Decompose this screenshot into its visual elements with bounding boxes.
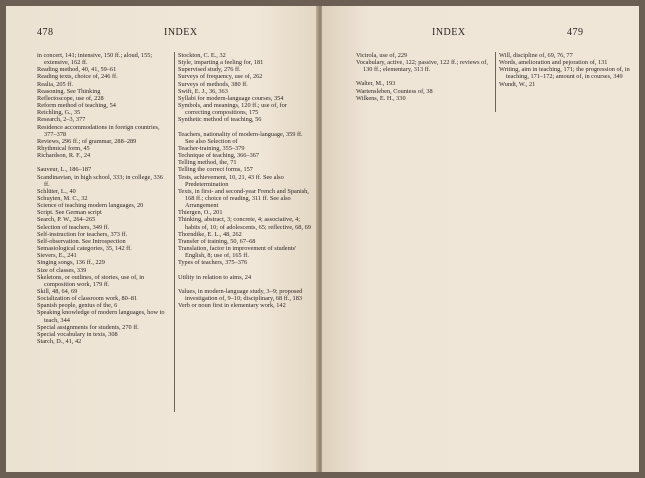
index-entry: Types of teachers, 375–376 [178, 259, 248, 267]
right-index-column-2 [499, 52, 631, 88]
left-column-rule [174, 52, 175, 412]
index-entry: Words, amelioration and pejoration of, 131 [499, 59, 608, 67]
index-entry: Will, discipline of, 69, 76, 77 [499, 52, 573, 59]
index-entry: Special assignments for students, 270 ff. [37, 323, 139, 331]
index-entry: Utility in relation to aims, 24 [178, 273, 252, 281]
index-entry: Telling the correct forms, 157 [178, 166, 253, 174]
index-entry: Values, in modern-language study, 3–9; proposed investigation of, 9–10; disciplinary, 68 ff., 183 [178, 287, 303, 302]
index-entry: Skeletons, or outlines, of stories, use of, in composition work, 179 ff. [37, 273, 145, 288]
index-entry: Reasoning. See Thinking [37, 87, 101, 95]
index-entry: Style, imparting a feeling for, 181 [178, 59, 264, 67]
index-gap [37, 159, 169, 166]
index-entry: Search, P. W., 264–265 [37, 216, 96, 224]
index-entry: Sievers, E., 241 [37, 252, 77, 260]
index-entry: Transfer of training, 50, 67–68 [178, 237, 256, 245]
index-entry: Singing songs, 136 ff., 229 [37, 259, 105, 267]
index-entry: Telling method, the, 71 [178, 159, 237, 167]
index-entry: Schlüter, L., 40 [37, 187, 76, 195]
index-entry: Richardson, R. F., 24 [37, 152, 91, 160]
index-entry: Translation, factor in improvement of students' English, 8; use of, 165 ff. [178, 245, 297, 260]
index-entry: Victrola, use of, 229 [356, 52, 408, 59]
index-entry: Wilkens, E. H., 330 [356, 94, 406, 102]
index-entry: Walter, M., 193 [356, 80, 396, 88]
index-entry: Teachers, nationality of modern-language, 359 ff. See also Selection of [178, 130, 303, 145]
index-entry: Science of teaching modern languages, 20 [37, 202, 144, 210]
index-entry: Technique of teaching, 366–367 [178, 152, 260, 160]
index-entry: Synthetic method of teaching, 56 [178, 116, 262, 124]
index-entry: Selection of teachers, 349 ff. [37, 223, 110, 231]
index-entry: Reading method, 40, 41, 59–61 [37, 66, 117, 74]
index-entry: Stockton, C. E., 32 [178, 52, 226, 59]
index-entry: Semasiological categories, 35, 142 ff. [37, 245, 132, 253]
index-entry: Teacher-training, 355–379 [178, 144, 245, 152]
index-entry: Self-instruction for teachers, 373 ff. [37, 230, 128, 238]
index-entry: Wundt, W., 21 [499, 80, 536, 88]
index-entry: Reflectoscope, use of, 228 [37, 94, 104, 102]
index-entry: Verb or noun first in elementary work, 142 [178, 302, 286, 309]
index-entry: Surveys of methods, 380 ff. [178, 80, 248, 88]
index-gap [356, 73, 491, 80]
index-entry: in concert, 141; intensive, 150 ff.; aloud, 155; extensive, 162 ff. [37, 52, 153, 67]
index-entry: Rhythmical form, 45 [37, 145, 90, 153]
index-gap [178, 281, 312, 288]
left-page-title: INDEX [164, 27, 198, 38]
index-entry: Thorndike, E. L., 48, 262 [178, 230, 242, 238]
index-entry: Thinking, abstract, 3; concrete, 4; associative, 4; habits of, 10; of adolescents, 65; reflective, 68, 69 [178, 216, 311, 231]
index-entry: Swift, E. J., 36, 363 [178, 87, 228, 95]
index-entry: Schuyten, M. C., 32 [37, 194, 88, 202]
right-page-title: INDEX [432, 27, 466, 38]
index-entry: Reviews, 296 ff.; of grammar, 288–289 [37, 137, 137, 145]
index-entry: Size of classes, 339 [37, 266, 87, 274]
left-index-column-1 [37, 52, 169, 345]
index-entry: Sauveur, L., 186–187 [37, 166, 92, 174]
right-index-column-1 [356, 52, 491, 102]
index-entry: Special vocabulary in texts, 308 [37, 330, 118, 338]
index-entry: Self-observation. See Introspection [37, 237, 126, 245]
index-entry: Residence accommodations in foreign countries, 377–378 [37, 123, 160, 138]
index-entry: Tests, achievement, 10, 21, 43 ff. See also Predetermination [178, 173, 284, 188]
index-entry: Research, 2–3, 377 [37, 116, 86, 124]
left-page-number: 478 [37, 27, 54, 38]
index-gap [178, 267, 312, 274]
index-gap [178, 124, 312, 131]
index-entry: Syllabi for modern-language courses, 354 [178, 94, 284, 102]
index-entry: Vocabulary, active, 122; passive, 122 ff.; reviews of, 130 ff.; elementary, 313 ff. [356, 59, 488, 74]
index-entry: Speaking knowledge of modern languages, how to teach, 344 [37, 309, 165, 324]
index-entry: Reading texts, choice of, 246 ff. [37, 73, 118, 81]
left-index-column-2 [178, 52, 312, 309]
index-entry: Writing, aim in teaching, 171; the progression of, in teaching, 171–172; amount of, in courses, 349 [499, 66, 630, 81]
index-entry: Spanish people, genius of the, 6 [37, 302, 118, 310]
index-entry: Supervised study, 276 ff. [178, 66, 241, 74]
index-entry: Scandinavian, in high school, 333; in college, 336 ff. [37, 173, 163, 188]
index-entry: Thiergen, O., 201 [178, 209, 223, 217]
right-page-number: 479 [567, 27, 584, 38]
index-entry: Wartensleben, Countess of, 38 [356, 87, 433, 95]
index-entry: Starch, D., 41, 42 [37, 338, 82, 346]
index-entry: Reichling, G., 35 [37, 109, 81, 117]
index-entry: Socialization of classroom work, 80–81 [37, 295, 138, 303]
right-column-rule [495, 52, 496, 112]
index-entry: Reform method of teaching, 54 [37, 102, 116, 110]
index-entry: Realia, 205 ff. [37, 80, 73, 88]
index-entry: Surveys of frequency, use of, 262 [178, 73, 263, 81]
index-entry: Script. See German script [37, 209, 102, 217]
index-entry: Skill, 48, 64, 69 [37, 288, 78, 295]
index-entry: Texts, in first- and second-year French and Spanish, 168 ff.; choice of reading, 311 ff. See also Arrangement [178, 187, 309, 210]
index-entry: Symbols, and meanings, 120 ff.; use of, for correcting compositions, 175 [178, 102, 287, 117]
